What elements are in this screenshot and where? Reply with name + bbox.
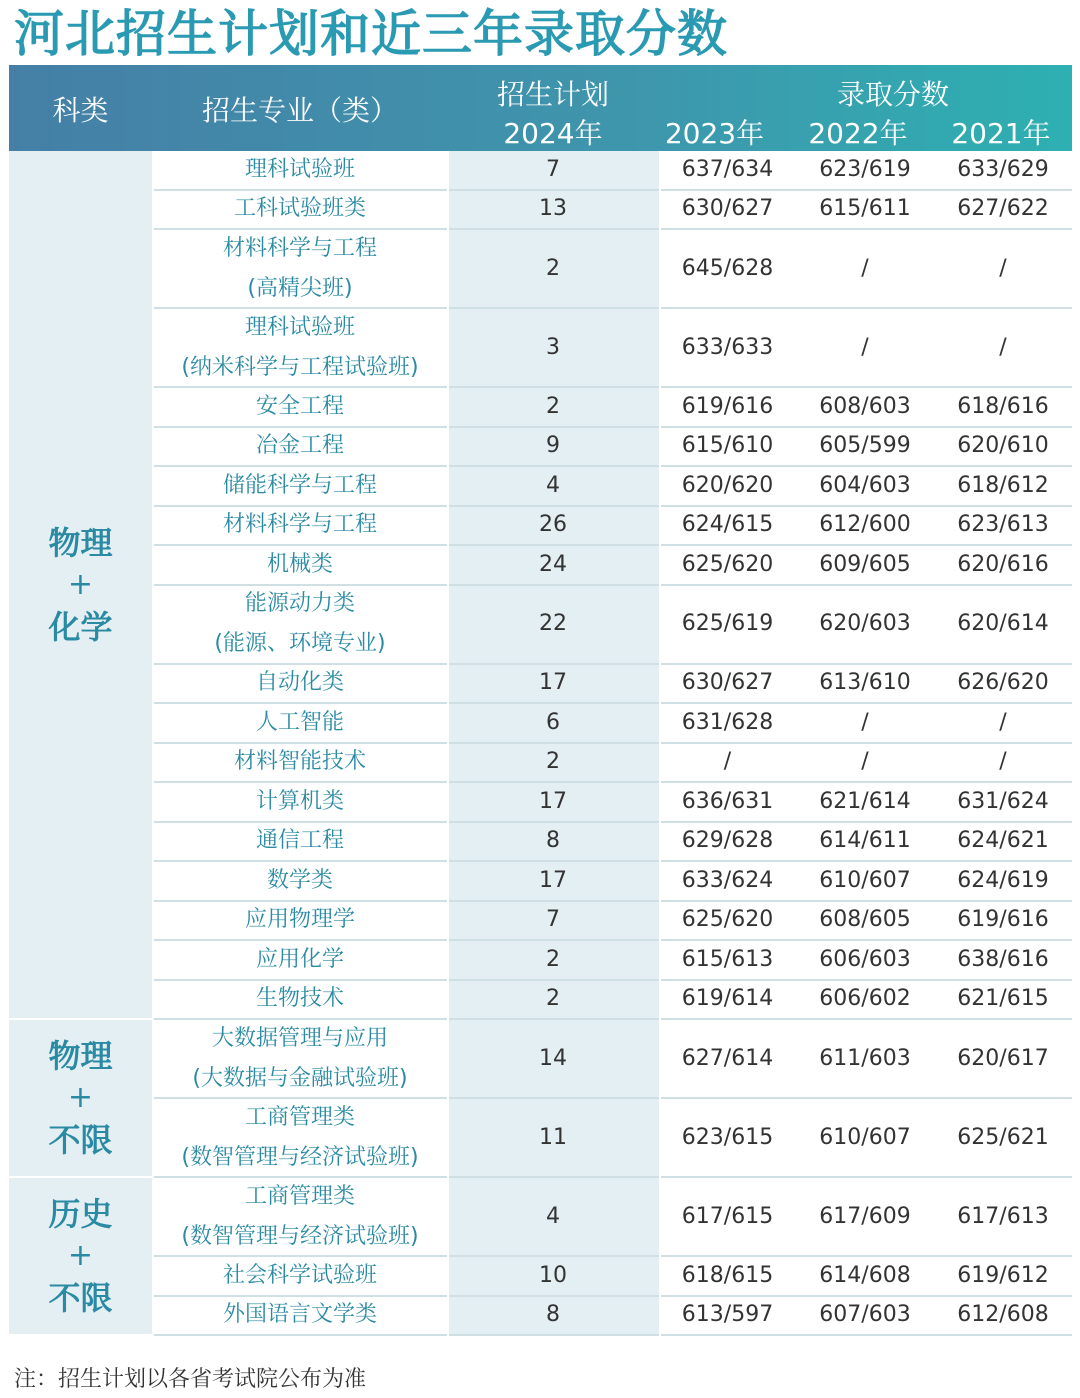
score-2021-cell: / [999,334,1007,360]
major-name: 储能科学与工程 [222,472,377,498]
plan-cell: 2 [447,388,659,426]
score-2022-cell: / [861,255,869,281]
table-header [9,65,1072,151]
score-2022-cell: 608/603 [819,393,911,419]
major-cell [153,151,447,189]
major-cell [153,1297,447,1335]
score-2022-cell: 610/607 [819,1124,911,1150]
category-subject: 不限 [48,1279,113,1317]
major-cell [153,191,447,229]
major-name: 人工智能 [255,709,344,735]
category-cell [9,151,152,1020]
plan-cell: 24 [447,546,659,584]
score-2022-cell: 606/602 [819,986,911,1012]
score-2022-cell: 620/603 [819,611,911,636]
category-subject: 历史 [48,1195,113,1233]
score-2021-cell: 620/614 [957,611,1049,636]
major-cell [153,1099,447,1176]
major-cell [153,1257,447,1295]
column-divider [659,151,661,1336]
score-2022-cell: 607/603 [819,1302,911,1328]
header-category: 科类 [52,94,109,127]
score-2023-cell: 617/615 [681,1203,774,1229]
category-subject: 化学 [48,607,113,646]
table-row [9,744,1072,784]
score-2023-cell: 615/613 [681,946,774,972]
major-name: 应用物理学 [244,907,355,933]
major-name: (数智管理与经济试验班) [181,1144,419,1170]
score-2023-cell: 625/620 [681,551,774,577]
major-name: 材料科学与工程 [222,235,377,261]
header-year-2022: 2022年 [808,117,908,150]
table-row [9,388,1072,428]
score-2023-cell: 630/627 [681,670,774,696]
table-row [9,1099,1072,1178]
table-row [9,309,1072,388]
score-2023-cell: 631/628 [681,709,774,735]
score-2023-cell: 636/631 [681,788,774,814]
score-2021-cell: 624/621 [957,828,1049,854]
plan-cell: 7 [447,902,659,940]
score-2021-cell: 619/612 [957,1262,1049,1288]
major-name: 材料科学与工程 [222,512,377,538]
plan-cell: 9 [447,428,659,466]
table-row [9,665,1072,705]
header-plan: 招生计划 [496,78,609,111]
table-row [9,1020,1072,1099]
major-name: 通信工程 [255,828,344,854]
plan-cell: 17 [447,783,659,821]
table-row [9,941,1072,981]
score-2021-cell: / [999,255,1007,281]
table-row [9,981,1072,1021]
score-2021-cell: 621/615 [957,986,1049,1012]
score-2022-cell: 615/611 [819,196,911,222]
score-2023-cell: 613/597 [681,1302,774,1328]
major-cell [153,665,447,703]
plan-cell: 26 [447,507,659,545]
plan-cell: 2 [447,981,659,1019]
score-2023-cell: 619/616 [681,393,774,419]
table-row [9,428,1072,468]
score-2021-cell: 619/616 [957,907,1049,933]
major-name: 应用化学 [255,946,344,972]
category-plus: + [67,566,94,602]
score-2021-cell: 620/616 [957,551,1049,577]
table-row [9,230,1072,309]
score-2022-cell: 610/607 [819,867,911,893]
table-row [9,783,1072,823]
major-name: (纳米科学与工程试验班) [181,354,419,380]
table-row [9,1178,1072,1257]
major-name: (能源、环境专业) [214,631,386,656]
major-name: 工商管理类 [244,1104,355,1130]
major-cell [153,902,447,940]
score-2022-cell: 617/609 [819,1203,911,1229]
plan-cell: 8 [447,823,659,861]
score-2022-cell: 608/605 [819,907,911,933]
major-name: 大数据管理与应用 [211,1025,388,1051]
score-2022-cell: 612/600 [819,512,911,538]
score-2021-cell: 631/624 [957,788,1049,814]
score-2021-cell: 620/617 [957,1045,1049,1071]
major-cell [153,862,447,900]
major-name: 工商管理类 [244,1183,355,1209]
score-2021-cell: 612/608 [957,1302,1049,1328]
score-2023-cell: 618/615 [681,1262,774,1288]
major-cell [153,704,447,742]
plan-cell: 14 [447,1020,659,1097]
score-2023-cell: 627/614 [681,1045,774,1071]
header-year-2023: 2023年 [664,117,765,150]
score-2021-cell: / [999,709,1007,735]
score-2023-cell: 625/619 [681,611,774,636]
category-plus: + [67,1080,94,1115]
score-2023-cell: 645/628 [681,255,774,281]
major-cell [153,823,447,861]
major-cell [153,309,447,386]
score-2023-cell: 623/615 [681,1124,774,1150]
score-2022-cell: 621/614 [819,788,911,814]
major-name: 自动化类 [255,670,344,696]
plan-cell: 13 [447,191,659,229]
category-subject: 物理 [48,1037,113,1075]
major-name: 冶金工程 [255,433,344,459]
score-2021-cell: 625/621 [957,1124,1049,1150]
plan-cell: 6 [447,704,659,742]
major-cell [153,744,447,782]
column-divider [447,151,449,1336]
major-cell [153,1178,447,1255]
category-subject: 物理 [48,523,113,562]
major-name: 材料智能技术 [233,749,366,775]
score-2023-cell: 625/620 [681,907,774,933]
score-2021-cell: 624/619 [957,867,1049,893]
major-name: 计算机类 [255,788,344,814]
score-2021-cell: 627/622 [957,196,1049,222]
plan-cell: 11 [447,1099,659,1176]
score-2022-cell: 609/605 [819,551,911,577]
category-cell [9,1020,152,1178]
plan-cell: 10 [447,1257,659,1295]
major-cell [153,507,447,545]
plan-cell: 17 [447,665,659,703]
score-2021-cell: 623/613 [957,512,1049,538]
category-plus: + [67,1238,94,1273]
table-row [9,1257,1072,1297]
score-2023-cell: 633/633 [681,334,774,360]
score-2021-cell: 638/616 [957,946,1049,972]
score-2022-cell: 623/619 [819,156,911,182]
score-2022-cell: / [861,749,869,775]
score-2023-cell: 633/624 [681,867,774,893]
major-name: (大数据与金融试验班) [192,1065,408,1091]
major-name: 工科试验班类 [233,196,366,222]
plan-cell: 4 [447,1178,659,1255]
plan-cell: 22 [447,586,659,663]
major-name: 机械类 [266,551,333,577]
score-2023-cell: 615/610 [681,433,774,459]
major-cell [153,546,447,584]
score-2021-cell: / [999,749,1007,775]
score-2023-cell: 630/627 [681,196,774,222]
score-2022-cell: 606/603 [819,946,911,972]
score-2022-cell: 611/603 [819,1045,911,1071]
major-name: (数智管理与经济试验班) [181,1223,419,1249]
plan-cell: 4 [447,467,659,505]
score-2023-cell: 637/634 [681,156,774,182]
major-name: 理科试验班 [244,314,355,340]
page-title: 河北招生计划和近三年录取分数 [14,5,728,63]
column-divider [152,151,154,1336]
table-row [9,507,1072,547]
table-row [9,151,1072,191]
major-cell [153,230,447,307]
score-2021-cell: 633/629 [957,156,1049,182]
major-name: 安全工程 [255,393,344,419]
table-row [9,823,1072,863]
major-cell [153,586,447,663]
score-2021-cell: 617/613 [957,1203,1049,1229]
table-row [9,862,1072,902]
major-cell [153,981,447,1019]
major-name: 生物技术 [255,986,344,1012]
score-2023-cell: 619/614 [681,986,774,1012]
major-name: 理科试验班 [244,156,355,182]
table-row [9,1297,1072,1337]
plan-cell: 2 [447,744,659,782]
score-2022-cell: 604/603 [819,472,911,498]
table-row [9,586,1072,665]
table-row [9,704,1072,744]
plan-cell: 3 [447,309,659,386]
header-plan-year: 2024年 [503,117,603,150]
table-row [9,546,1072,586]
plan-cell: 2 [447,941,659,979]
major-cell [153,1020,447,1097]
score-2023-cell: 624/615 [681,512,774,538]
table-row [9,467,1072,507]
header-year-2021: 2021年 [951,117,1051,150]
score-2023-cell: / [723,749,732,775]
score-2023-cell: 620/620 [681,472,774,498]
major-name: 能源动力类 [244,591,355,616]
score-2021-cell: 626/620 [957,670,1049,696]
major-name: 数学类 [266,867,333,893]
plan-cell: 2 [447,230,659,307]
score-2022-cell: / [861,709,869,735]
score-2021-cell: 620/610 [957,433,1049,459]
footnote: 注：招生计划以各省考试院公布为准 [14,1367,367,1392]
score-2022-cell: 614/608 [819,1262,911,1288]
major-cell [153,467,447,505]
score-2022-cell: / [861,334,869,360]
header-scores: 录取分数 [836,78,949,111]
category-subject: 不限 [48,1121,113,1159]
category-cell [9,1178,152,1336]
major-cell [153,428,447,466]
score-2022-cell: 613/610 [819,670,911,696]
major-cell [153,388,447,426]
plan-cell: 7 [447,151,659,189]
score-2022-cell: 605/599 [819,433,911,459]
table-row [9,902,1072,942]
major-name: (高精尖班) [247,275,353,301]
major-cell [153,783,447,821]
header-major: 招生专业（类） [201,94,398,127]
plan-cell: 17 [447,862,659,900]
score-2022-cell: 614/611 [819,828,911,854]
major-cell [153,941,447,979]
major-name: 社会科学试验班 [222,1262,377,1288]
score-2023-cell: 629/628 [681,828,774,854]
score-2021-cell: 618/612 [957,472,1049,498]
score-2021-cell: 618/616 [957,393,1049,419]
table-row [9,191,1072,231]
plan-cell: 8 [447,1297,659,1335]
major-name: 外国语言文学类 [222,1302,377,1328]
